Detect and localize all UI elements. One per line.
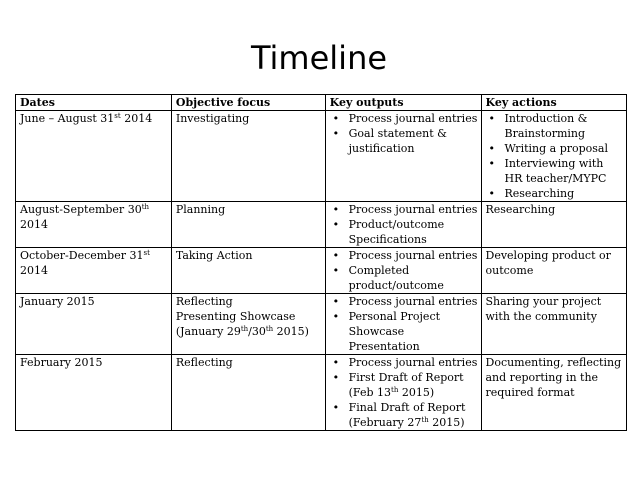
list-item: • Process journal entries (330, 355, 478, 370)
actions-cell: Sharing your project with the community (481, 294, 627, 355)
list-item: • Personal Project Showcase Presentation (330, 309, 478, 354)
actions-cell: Developing product or outcome (481, 248, 627, 294)
dates-cell: January 2015 (16, 294, 172, 355)
dates-cell: August-September 30th 2014 (16, 202, 172, 248)
objective-line: Presenting Showcase (175, 310, 296, 323)
dates-cell: February 2015 (16, 355, 172, 431)
dates-cell: October-December 31st 2014 (16, 248, 172, 294)
objective-line: (January 29th/30th 2015) (175, 325, 309, 338)
list-item: • Product/outcome Specifications (330, 217, 478, 247)
table-header-row (16, 95, 627, 111)
actions-cell: Documenting, reflecting and reporting in the required format (481, 355, 627, 431)
list-item: • Interviewing with HR teacher/MYPC (486, 156, 624, 186)
list-item: • Process journal entries (330, 248, 478, 263)
list-item: • Final Draft of Report (February 27th 2015) (330, 400, 478, 430)
table-row (16, 111, 627, 202)
list-item: • Writing a proposal (486, 141, 624, 156)
header-objective-focus: Objective focus (171, 95, 325, 111)
table-row (16, 202, 627, 248)
list-item: • Introduction & Brainstorming (486, 111, 624, 141)
table-row (16, 248, 627, 294)
outputs-cell (325, 111, 481, 202)
list-item: • Process journal entries (330, 202, 478, 217)
table-row (16, 294, 627, 355)
header-key-actions: Key actions (481, 95, 627, 111)
objective-cell: Investigating (171, 111, 325, 202)
list-item: • First Draft of Report (Feb 13th 2015) (330, 370, 478, 400)
outputs-cell (325, 202, 481, 248)
objective-line: Reflecting (175, 295, 233, 308)
list-item: • Completed product/outcome (330, 263, 478, 293)
actions-cell: Researching (481, 202, 627, 248)
outputs-cell (325, 294, 481, 355)
objective-cell: Planning (171, 202, 325, 248)
objective-cell: Taking Action (171, 248, 325, 294)
outputs-cell (325, 355, 481, 431)
actions-cell (481, 111, 627, 202)
outputs-cell (325, 248, 481, 294)
page-title: Timeline (250, 39, 388, 77)
header-key-outputs: Key outputs (325, 95, 481, 111)
timeline-table (15, 94, 627, 431)
objective-cell (171, 294, 325, 355)
objective-cell: Reflecting (171, 355, 325, 431)
header-dates: Dates (16, 95, 172, 111)
list-item: • Goal statement & justification (330, 126, 478, 156)
list-item: • Process journal entries (330, 294, 478, 309)
list-item: • Researching (486, 186, 624, 201)
table-row (16, 355, 627, 431)
dates-cell: June – August 31st 2014 (16, 111, 172, 202)
list-item: • Process journal entries (330, 111, 478, 126)
